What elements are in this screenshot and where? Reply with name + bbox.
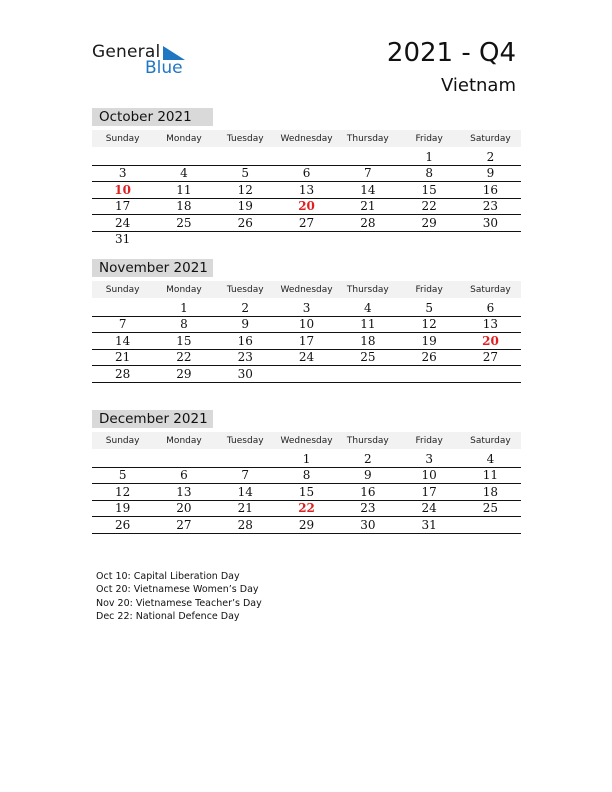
day-cell: 31 [421, 517, 437, 532]
weekday-label: Wednesday [280, 436, 333, 446]
day-cell: 27 [482, 350, 499, 365]
month-name: December 2021 [92, 410, 213, 428]
weekday-label: Monday [166, 134, 202, 144]
day-cell: 21 [115, 350, 131, 365]
weekday-label: Monday [166, 436, 202, 446]
day-cell: 3 [425, 452, 433, 466]
holiday-note: Nov 20: Vietnamese Teacher’s Day [96, 597, 262, 609]
day-cell: 10 [114, 182, 131, 197]
day-cell: 27 [298, 215, 315, 230]
day-cell: 30 [237, 366, 253, 381]
day-cell: 18 [360, 333, 376, 348]
day-cell: 4 [180, 166, 188, 181]
day-cell: 1 [302, 452, 311, 466]
day-cell: 9 [364, 468, 372, 483]
day-cell: 7 [241, 468, 250, 483]
day-cell: 9 [241, 317, 250, 332]
day-cell: 7 [118, 317, 127, 332]
day-cell: 13 [298, 182, 315, 197]
day-cell: 3 [302, 301, 311, 315]
weekday-label: Friday [415, 285, 443, 295]
weekday-label: Thursday [346, 134, 389, 144]
day-cell: 7 [364, 166, 372, 181]
day-cell: 6 [302, 166, 311, 181]
day-cell: 4 [364, 301, 372, 315]
day-cell: 17 [115, 199, 131, 214]
day-cell: 15 [298, 484, 315, 499]
day-cell: 13 [176, 484, 192, 499]
weekday-label: Tuesday [226, 436, 264, 446]
weekday-label: Thursday [346, 285, 389, 295]
day-cell: 14 [115, 333, 131, 348]
page-title: 2021 - Q4 [386, 38, 516, 68]
day-cell: 8 [302, 468, 311, 483]
weekday-label: Friday [415, 436, 443, 446]
day-cell: 14 [237, 484, 253, 499]
day-cell: 16 [482, 182, 499, 197]
day-cell: 13 [482, 317, 499, 332]
day-cell: 14 [360, 182, 376, 197]
day-cell: 20 [298, 199, 315, 214]
day-cell: 2 [364, 452, 372, 466]
day-cell: 24 [298, 350, 315, 365]
day-cell: 5 [425, 301, 433, 315]
weekday-label: Monday [166, 285, 202, 295]
day-cell: 26 [421, 350, 437, 365]
holiday-notes [96, 570, 262, 623]
day-cell: 29 [176, 366, 192, 381]
week-separator [92, 231, 521, 232]
day-cell: 17 [298, 333, 315, 348]
day-cell: 22 [298, 501, 315, 516]
weekday-label: Wednesday [280, 134, 333, 144]
month-name: November 2021 [92, 259, 213, 277]
day-cell: 28 [237, 517, 253, 532]
day-cell: 16 [237, 333, 253, 348]
day-cell: 5 [241, 166, 250, 181]
weekday-label: Sunday [105, 285, 140, 295]
day-cell: 23 [482, 199, 499, 214]
day-cell: 10 [421, 468, 437, 483]
day-cell: 1 [425, 150, 433, 164]
day-cell: 26 [115, 517, 131, 532]
holiday-note: Dec 22: National Defence Day [96, 610, 240, 622]
weekday-label: Tuesday [226, 134, 264, 144]
brand-logo [92, 40, 202, 80]
week-separator [92, 533, 521, 534]
day-cell: 8 [180, 317, 188, 332]
day-cell: 23 [360, 501, 376, 516]
holiday-note: Oct 20: Vietnamese Women’s Day [96, 584, 259, 596]
day-cell: 28 [115, 366, 131, 381]
day-cell: 28 [360, 215, 376, 230]
day-cell: 8 [425, 166, 433, 181]
day-cell: 18 [176, 199, 192, 214]
day-cell: 19 [115, 501, 131, 516]
day-cell: 25 [176, 215, 192, 230]
day-cell: 9 [486, 166, 495, 181]
day-cell: 24 [115, 215, 131, 230]
day-cell: 4 [486, 452, 495, 466]
day-cell: 30 [482, 215, 499, 230]
day-cell: 18 [482, 484, 499, 499]
day-cell: 31 [115, 232, 131, 246]
day-cell: 15 [421, 182, 437, 197]
day-cell: 25 [482, 501, 499, 516]
day-cell: 16 [360, 484, 376, 499]
day-cell: 10 [298, 317, 315, 332]
holiday-note: Oct 10: Capital Liberation Day [96, 571, 240, 582]
day-cell: 11 [176, 182, 192, 197]
day-cell: 20 [176, 501, 192, 516]
day-cell: 29 [298, 517, 315, 532]
weekday-label: Saturday [470, 285, 511, 295]
weekday-label: Wednesday [280, 285, 333, 295]
day-cell: 30 [360, 517, 376, 532]
day-cell: 11 [360, 317, 376, 332]
day-cell: 21 [237, 501, 253, 516]
day-cell: 21 [360, 199, 376, 214]
day-cell: 3 [118, 166, 127, 181]
weekday-label: Sunday [105, 134, 140, 144]
weekday-label: Tuesday [226, 285, 264, 295]
brand-word-general: General [92, 42, 161, 62]
week-separator [92, 382, 521, 383]
country-name: Vietnam [440, 75, 516, 96]
day-cell: 25 [360, 350, 376, 365]
weekday-label: Saturday [470, 134, 511, 144]
day-cell: 2 [241, 301, 250, 315]
weekday-label: Saturday [470, 436, 511, 446]
day-cell: 19 [237, 199, 253, 214]
day-cell: 19 [421, 333, 437, 348]
day-cell: 22 [421, 199, 437, 214]
day-cell: 12 [421, 317, 437, 332]
day-cell: 11 [482, 468, 499, 483]
weekday-label: Thursday [346, 436, 389, 446]
brand-word-blue: Blue [145, 58, 183, 78]
day-cell: 23 [237, 350, 253, 365]
day-cell: 2 [486, 150, 495, 164]
day-cell: 6 [486, 301, 495, 315]
day-cell: 20 [482, 333, 499, 348]
day-cell: 27 [176, 517, 192, 532]
day-cell: 17 [421, 484, 437, 499]
day-cell: 12 [237, 182, 253, 197]
day-cell: 22 [176, 350, 192, 365]
day-cell: 26 [237, 215, 253, 230]
day-cell: 6 [180, 468, 188, 483]
day-cell: 24 [421, 501, 437, 516]
day-cell: 5 [118, 468, 127, 483]
day-cell: 1 [180, 301, 188, 315]
month-name: October 2021 [92, 108, 213, 126]
weekday-label: Sunday [105, 436, 140, 446]
day-cell: 15 [176, 333, 192, 348]
day-cell: 12 [115, 484, 131, 499]
day-cell: 29 [421, 215, 437, 230]
weekday-label: Friday [415, 134, 443, 144]
